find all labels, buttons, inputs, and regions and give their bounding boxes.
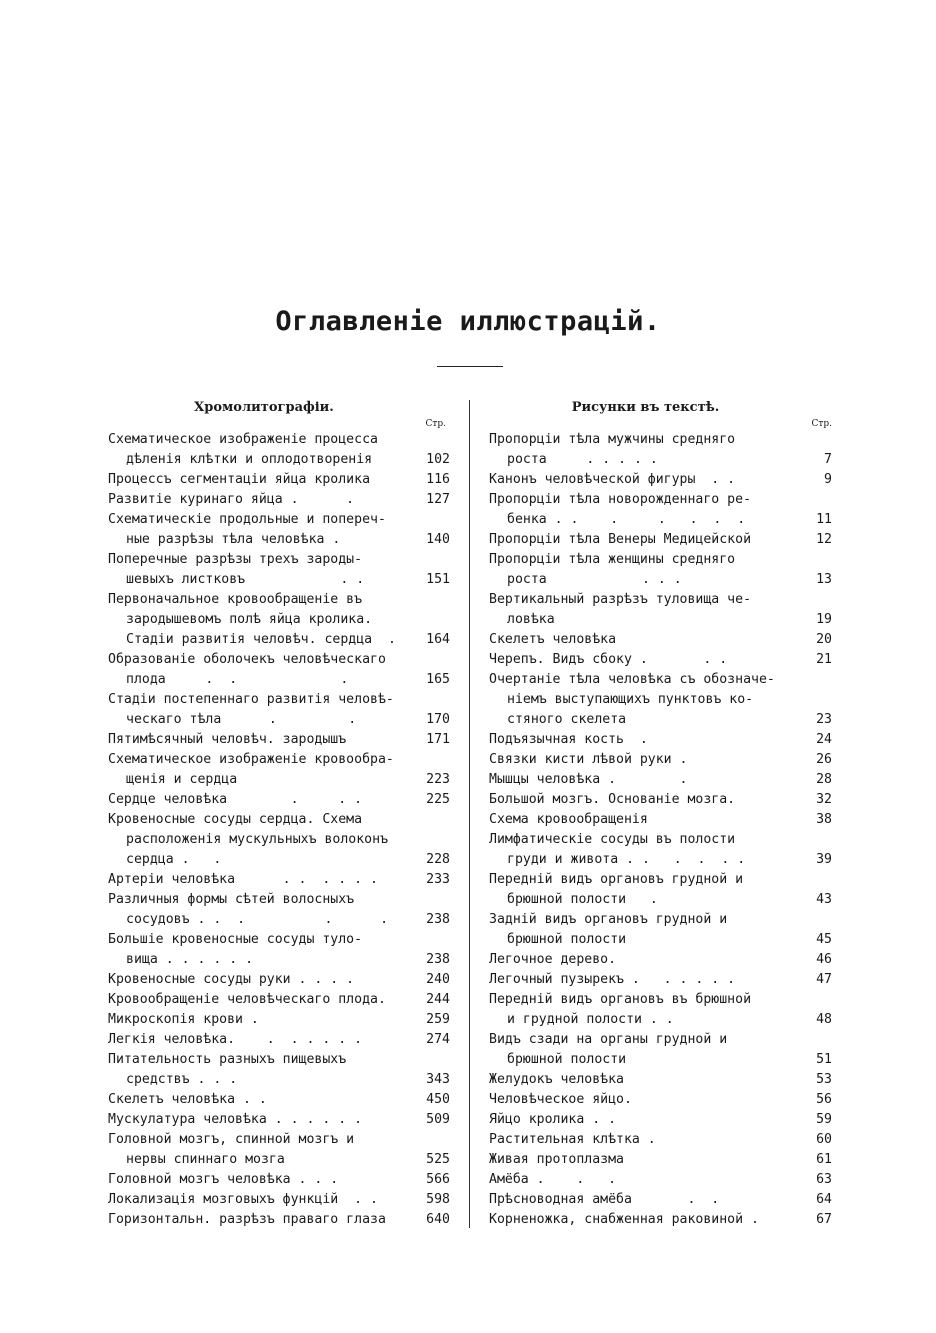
toc-entry	[108, 470, 450, 490]
toc-entry-line: средствъ . . .	[126, 1072, 238, 1087]
toc-entry-text	[108, 790, 414, 810]
toc-entry-line: Кровеносные сосуды сердца. Схема	[108, 812, 363, 827]
toc-entry-page: 48	[816, 1012, 832, 1027]
left-entry-list	[108, 430, 450, 1230]
toc-entry	[108, 790, 450, 810]
toc-entry-page: 21	[816, 652, 832, 667]
toc-entry-line: Поперечные разрѣзы трехъ зароды-	[108, 552, 363, 567]
toc-entry-line: Стадіи постепеннаго развитія человѣ-	[108, 692, 394, 707]
page-title: Оглавленіе иллюстрацій.	[275, 306, 661, 337]
toc-entry	[489, 810, 832, 830]
toc-entry-text	[489, 1110, 804, 1130]
toc-entry-text	[489, 670, 804, 730]
toc-entry-page: 46	[816, 952, 832, 967]
toc-entry	[108, 750, 450, 790]
toc-entry-text	[108, 1170, 414, 1190]
toc-entry-line: Кровообращеніе человѣческаго плода.	[108, 992, 386, 1007]
toc-entry-page: 509	[426, 1112, 450, 1127]
toc-entry-text	[489, 990, 804, 1030]
toc-entry-text	[108, 650, 414, 690]
toc-entry-line: Пропорціи тѣла мужчины средняго	[489, 432, 736, 447]
toc-entry-page: 19	[816, 612, 832, 627]
toc-entry-page: 67	[816, 1212, 832, 1227]
toc-entry	[489, 870, 832, 910]
toc-entry-text	[489, 950, 804, 970]
toc-entry-page: 12	[816, 532, 832, 547]
toc-entry-line: Растительная клѣтка .	[489, 1132, 656, 1147]
toc-entry-page: 259	[426, 1012, 450, 1027]
toc-entry-text	[108, 1190, 414, 1210]
toc-entry-page: 9	[824, 472, 832, 487]
toc-entry-page: 28	[816, 772, 832, 787]
toc-entry	[489, 530, 832, 550]
toc-entry-line: брюшной полости	[507, 932, 627, 947]
toc-entry-line: Микроскопія крови .	[108, 1012, 259, 1027]
toc-entry-line: вища . . . . . .	[126, 952, 254, 967]
toc-entry-page: 164	[426, 632, 450, 647]
toc-entry	[489, 730, 832, 750]
toc-entry-line: Пропорціи тѣла женщины средняго	[489, 552, 736, 567]
toc-entry	[489, 1110, 832, 1130]
toc-entry-line: Схематическое изображеніе процесса	[108, 432, 378, 447]
toc-entry	[489, 790, 832, 810]
toc-entry-line: Образованіе оболочекъ человѣческаго	[108, 652, 386, 667]
toc-entry-line: сердца . .	[126, 852, 222, 867]
toc-entry-text	[489, 1130, 804, 1150]
toc-entry-line: шевыхъ листковъ . .	[126, 572, 365, 587]
toc-entry-page: 274	[426, 1032, 450, 1047]
toc-entry-line: расположенія мускульныхъ волоконъ	[126, 832, 389, 847]
toc-entry-line: Лимфатическіе сосуды въ полости	[489, 832, 736, 847]
toc-entry	[489, 1090, 832, 1110]
toc-entry-line: щенія и сердца	[126, 772, 238, 787]
toc-entry-line: Головной мозгъ человѣка . . .	[108, 1172, 339, 1187]
toc-entry	[108, 1170, 450, 1190]
toc-entry	[108, 990, 450, 1010]
toc-entry	[489, 1170, 832, 1190]
toc-entry-line: Желудокъ человѣка	[489, 1072, 624, 1087]
toc-entry-line: Головной мозгъ, спинной мозгъ и	[108, 1132, 355, 1147]
toc-entry-text	[108, 510, 414, 550]
toc-entry-line: нервы спиннаго мозга	[126, 1152, 285, 1167]
toc-entry-text	[108, 1210, 414, 1230]
toc-entry-page: 43	[816, 892, 832, 907]
toc-entry-page: 56	[816, 1092, 832, 1107]
toc-entry-line: груди и живота . . . . . .	[507, 852, 746, 867]
right-page-label: Стр.	[811, 419, 832, 429]
toc-entry-page: 63	[816, 1172, 832, 1187]
toc-entry-line: Амёба . . .	[489, 1172, 617, 1187]
toc-entry-page: 525	[426, 1152, 450, 1167]
toc-entry-text	[108, 1110, 414, 1130]
toc-entry-text	[489, 1070, 804, 1090]
toc-entry-line: Подъязычная кость .	[489, 732, 648, 747]
toc-entry-text	[108, 430, 414, 470]
toc-entry-line: дѣленія клѣтки и оплодотворенія	[126, 452, 373, 467]
toc-entry-line: роста . . . . .	[507, 452, 658, 467]
toc-entry-page: 59	[816, 1112, 832, 1127]
toc-entry-line: бенка . . . . . . .	[507, 512, 746, 527]
column-divider	[469, 400, 470, 1228]
toc-entry-page: 53	[816, 1072, 832, 1087]
toc-entry	[108, 890, 450, 930]
toc-entry-page: 240	[426, 972, 450, 987]
toc-entry-text	[489, 750, 804, 770]
toc-entry-page: 60	[816, 1132, 832, 1147]
toc-entry-line: Различныя формы сѣтей волосныхъ	[108, 892, 355, 907]
toc-entry-text	[108, 1090, 414, 1110]
toc-entry-line: ные разрѣзы тѣла человѣка .	[126, 532, 341, 547]
toc-entry-line: Живая протоплазма	[489, 1152, 624, 1167]
toc-entry	[108, 730, 450, 750]
toc-entry-line: ческаго тѣла . .	[126, 712, 357, 727]
toc-entry-line: Схематическіе продольные и попереч-	[108, 512, 386, 527]
toc-entry	[489, 670, 832, 730]
toc-entry	[108, 810, 450, 870]
toc-entry-line: Скелетъ человѣка	[489, 632, 617, 647]
toc-entry-page: 165	[426, 672, 450, 687]
toc-entry-line: Мускулатура человѣка . . . . . .	[108, 1112, 363, 1127]
toc-entry-text	[108, 1030, 414, 1050]
toc-entry-line: Горизонтальн. разрѣзъ праваго глаза	[108, 1212, 386, 1227]
toc-entry	[489, 550, 832, 590]
toc-entry-line: Схематическое изображеніе кровообра-	[108, 752, 394, 767]
toc-entry-line: Сердце человѣка . . .	[108, 792, 363, 807]
title-rule	[437, 366, 503, 367]
toc-entry	[108, 430, 450, 470]
toc-entry	[108, 590, 450, 650]
toc-entry-page: 171	[426, 732, 450, 747]
toc-entry-text	[108, 1010, 414, 1030]
toc-entry	[489, 630, 832, 650]
toc-entry-text	[108, 870, 414, 890]
toc-entry-line: Пропорціи тѣла Венеры Медицейской	[489, 532, 752, 547]
toc-entry	[489, 910, 832, 950]
toc-entry-line: ловѣка	[507, 612, 555, 627]
toc-entry	[108, 1010, 450, 1030]
toc-entry-text	[489, 430, 804, 470]
toc-entry	[108, 1210, 450, 1230]
toc-entry	[489, 650, 832, 670]
toc-entry	[108, 1130, 450, 1170]
toc-entry-page: 47	[816, 972, 832, 987]
toc-entry-page: 102	[426, 452, 450, 467]
toc-entry	[108, 1090, 450, 1110]
toc-entry-line: зародышевомъ полѣ яйца кролика.	[126, 612, 373, 627]
toc-entry-line: Вертикальный разрѣзъ туловища че-	[489, 592, 752, 607]
toc-entry-page: 170	[426, 712, 450, 727]
toc-entry-text	[489, 470, 804, 490]
toc-entry-text	[489, 970, 804, 990]
toc-entry	[489, 470, 832, 490]
toc-entry-page: 450	[426, 1092, 450, 1107]
toc-entry	[108, 1110, 450, 1130]
toc-entry	[108, 970, 450, 990]
toc-entry-page: 64	[816, 1192, 832, 1207]
toc-entry-line: Человѣческое яйцо.	[489, 1092, 632, 1107]
toc-entry-line: Черепъ. Видъ сбоку . . .	[489, 652, 728, 667]
toc-entry-page: 223	[426, 772, 450, 787]
toc-entry-line: Канонъ человѣческой фигуры . .	[489, 472, 736, 487]
toc-entry	[489, 490, 832, 530]
toc-entry-line: ніемъ выступающихъ пунктовъ ко-	[507, 692, 754, 707]
toc-entry-text	[108, 750, 414, 790]
toc-entry	[108, 510, 450, 550]
toc-entry-text	[108, 490, 414, 510]
toc-entry-page: 38	[816, 812, 832, 827]
toc-entry-line: Пропорціи тѣла новорожденнаго ре-	[489, 492, 752, 507]
toc-entry-text	[489, 590, 804, 630]
toc-entry-line: Мышцы человѣка . .	[489, 772, 688, 787]
toc-entry-text	[108, 1130, 414, 1170]
toc-entry-text	[108, 930, 414, 970]
toc-entry-page: 32	[816, 792, 832, 807]
toc-entry-text	[489, 910, 804, 950]
toc-entry-text	[489, 1030, 804, 1070]
toc-entry-line: Скелетъ человѣка . .	[108, 1092, 267, 1107]
toc-entry-text	[108, 810, 414, 870]
toc-entry-page: 140	[426, 532, 450, 547]
toc-entry-text	[489, 550, 804, 590]
toc-entry-line: Большіе кровеносные сосуды туло-	[108, 932, 363, 947]
toc-entry-page: 238	[426, 952, 450, 967]
right-column-heading: Рисунки въ текстѣ.	[571, 400, 720, 415]
toc-entry-page: 7	[824, 452, 832, 467]
toc-entry-line: Стадіи развитія человѣч. сердца .	[126, 632, 396, 647]
toc-entry	[489, 830, 832, 870]
toc-entry-line: Легочное дерево.	[489, 952, 617, 967]
toc-entry-line: Питательность разныхъ пищевыхъ	[108, 1052, 347, 1067]
toc-entry-text	[108, 690, 414, 730]
toc-entry-line: Артеріи человѣка . . . . . .	[108, 872, 378, 887]
toc-entry-line: Большой мозгъ. Основаніе мозга.	[489, 792, 736, 807]
toc-entry-page: 45	[816, 932, 832, 947]
toc-entry-text	[489, 1090, 804, 1110]
toc-entry-line: Первоначальное кровообращеніе въ	[108, 592, 363, 607]
toc-entry-line: Передній видъ органовъ въ брюшной	[489, 992, 752, 1007]
toc-entry-text	[108, 890, 414, 930]
toc-entry	[489, 1030, 832, 1070]
toc-entry	[108, 1190, 450, 1210]
toc-entry-text	[489, 770, 804, 790]
toc-entry-text	[108, 470, 414, 490]
toc-entry	[489, 990, 832, 1030]
toc-entry-line: Легочный пузырекъ . . . . . .	[489, 972, 736, 987]
toc-entry-line: Прѣсноводная амёба . .	[489, 1192, 720, 1207]
toc-entry-page: 127	[426, 492, 450, 507]
toc-entry	[108, 490, 450, 510]
toc-entry-text	[108, 590, 414, 650]
toc-entry	[489, 1070, 832, 1090]
right-entry-list	[489, 430, 832, 1230]
toc-entry	[489, 750, 832, 770]
toc-entry-page: 23	[816, 712, 832, 727]
toc-entry-page: 20	[816, 632, 832, 647]
toc-entry-page: 39	[816, 852, 832, 867]
toc-entry	[489, 430, 832, 470]
toc-entry-line: Яйцо кролика . .	[489, 1112, 617, 1127]
toc-entry-text	[489, 830, 804, 870]
toc-entry-text	[108, 970, 414, 990]
toc-entry-page: 238	[426, 912, 450, 927]
toc-entry-page: 116	[426, 472, 450, 487]
toc-entry-line: Пятимѣсячный человѣч. зародышъ	[108, 732, 347, 747]
toc-entry-text	[489, 790, 804, 810]
toc-entry	[489, 970, 832, 990]
toc-entry-text	[489, 1210, 804, 1230]
left-column-heading: Хромолитографіи.	[194, 400, 334, 415]
toc-entry-line: Развитіе куринаго яйца . .	[108, 492, 355, 507]
toc-entry-line: Локализація мозговыхъ функцій . .	[108, 1192, 378, 1207]
toc-entry-page: 61	[816, 1152, 832, 1167]
toc-entry-line: Схема кровообращенія	[489, 812, 648, 827]
toc-entry-text	[489, 1170, 804, 1190]
toc-entry-text	[108, 730, 414, 750]
toc-entry-page: 13	[816, 572, 832, 587]
toc-entry	[489, 590, 832, 630]
toc-entry-text	[489, 730, 804, 750]
toc-entry-page: 343	[426, 1072, 450, 1087]
toc-entry-page: 228	[426, 852, 450, 867]
toc-entry-line: Видъ сзади на органы грудной и	[489, 1032, 728, 1047]
toc-entry	[108, 930, 450, 970]
toc-entry-page: 26	[816, 752, 832, 767]
toc-entry-line: Передній видъ органовъ грудной и	[489, 872, 744, 887]
toc-entry-text	[108, 1050, 414, 1090]
toc-entry-text	[489, 810, 804, 830]
toc-entry-line: роста . . .	[507, 572, 682, 587]
toc-entry-page: 225	[426, 792, 450, 807]
toc-entry	[108, 650, 450, 690]
toc-entry-line: сосудовъ . . . . .	[126, 912, 389, 927]
toc-entry	[108, 1030, 450, 1050]
toc-entry-page: 233	[426, 872, 450, 887]
toc-entry-text	[489, 490, 804, 530]
toc-entry	[489, 1130, 832, 1150]
toc-entry-line: Процессъ сегментаціи яйца кролика	[108, 472, 371, 487]
toc-entry-line: Корненожка, снабженная раковиной .	[489, 1212, 759, 1227]
toc-entry-text	[489, 630, 804, 650]
toc-entry-page: 640	[426, 1212, 450, 1227]
toc-entry	[108, 690, 450, 730]
toc-entry-line: стяного скелета	[507, 712, 627, 727]
toc-entry-line: Кровеносные сосуды руки . . . .	[108, 972, 355, 987]
toc-entry-text	[489, 870, 804, 910]
toc-entry-text	[489, 650, 804, 670]
toc-entry-page: 598	[426, 1192, 450, 1207]
toc-entry-line: брюшной полости	[507, 1052, 627, 1067]
toc-entry-line: Задній видъ органовъ грудной и	[489, 912, 728, 927]
toc-entry-text	[489, 1190, 804, 1210]
toc-entry-text	[489, 1150, 804, 1170]
toc-entry	[489, 1210, 832, 1230]
toc-entry	[489, 950, 832, 970]
toc-entry	[108, 1050, 450, 1090]
toc-entry	[489, 770, 832, 790]
toc-entry	[489, 1190, 832, 1210]
toc-entry	[489, 1150, 832, 1170]
toc-entry-page: 51	[816, 1052, 832, 1067]
toc-entry-page: 11	[816, 512, 832, 527]
toc-entry-text	[108, 550, 414, 590]
toc-entry-line: плода . . .	[126, 672, 349, 687]
toc-entry	[108, 550, 450, 590]
toc-entry-line: Очертаніе тѣла человѣка съ обозначе-	[489, 672, 775, 687]
toc-entry-page: 24	[816, 732, 832, 747]
toc-entry	[108, 870, 450, 890]
toc-entry-line: Связки кисти лѣвой руки .	[489, 752, 688, 767]
toc-entry-text	[108, 990, 414, 1010]
left-page-label: Стр.	[425, 419, 446, 429]
toc-entry-page: 151	[426, 572, 450, 587]
left-column	[108, 398, 450, 1230]
right-column	[489, 398, 832, 1230]
toc-entry-line: брюшной полости .	[507, 892, 658, 907]
toc-entry-page: 566	[426, 1172, 450, 1187]
toc-entry-text	[489, 530, 804, 550]
toc-entry-page: 244	[426, 992, 450, 1007]
toc-entry-line: и грудной полости . .	[507, 1012, 674, 1027]
toc-entry-line: Легкія человѣка. . . . . . .	[108, 1032, 363, 1047]
